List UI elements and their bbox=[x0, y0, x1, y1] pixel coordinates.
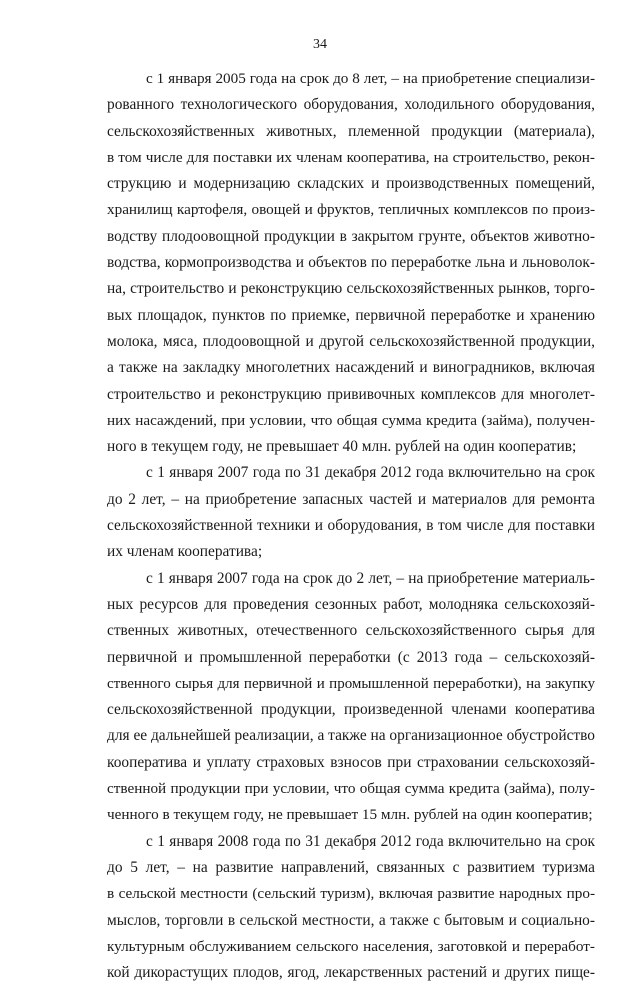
text-line: молока, мяса, плодоовощной и другой сельскохозяйственной продукции, bbox=[107, 332, 595, 350]
text-line: водства, кормопроизводства и объектов по переработке льна и льноволок- bbox=[107, 254, 595, 272]
text-line: ственного сырья для первичной и промышленной переработки), на закупку bbox=[107, 675, 595, 692]
body-text bbox=[107, 66, 595, 986]
text-line: культурным обслуживанием сельского населения, заготовкой и переработ- bbox=[107, 937, 595, 955]
text-line: с 1 января 2008 года по 31 декабря 2012 года включительно на срок bbox=[146, 832, 595, 850]
text-line: кой дикорастущих плодов, ягод, лекарственных растений и других пище- bbox=[107, 964, 595, 982]
text-line: в том числе для поставки их членам кооператива, на строительство, рекон- bbox=[107, 148, 595, 166]
text-line: с 1 января 2007 года на срок до 2 лет, – на приобретение материаль- bbox=[146, 569, 595, 587]
text-line: ченного в текущем году, не превышает 15 млн. рублей на один кооператив; bbox=[107, 806, 593, 824]
text-line: для ее дальнейшей реализации, а также на организационное обустройство bbox=[107, 727, 595, 745]
text-line: них насаждений, при условии, что общая сумма кредита (займа), получен- bbox=[107, 411, 595, 429]
text-line: строительство и реконструкцию прививочных комплексов для многолет- bbox=[107, 385, 595, 403]
text-line: водству плодоовощной продукции в закрытом грунте, объектов животно- bbox=[107, 227, 595, 245]
text-line: ственной продукции при условии, что общая сумма кредита (займа), полу- bbox=[107, 780, 595, 798]
text-line: с 1 января 2007 года по 31 декабря 2012 года включительно на срок bbox=[146, 464, 595, 482]
text-line: струкцию и модернизацию складских и производственных помещений, bbox=[107, 175, 595, 193]
text-line: с 1 января 2005 года на срок до 8 лет, – на приобретение специализи- bbox=[146, 70, 595, 87]
text-line: сельскохозяйственных животных, племенной продукции (материала), bbox=[107, 122, 595, 140]
text-line: рованного технологического оборудования, холодильного оборудования, bbox=[107, 96, 595, 114]
text-line: ных ресурсов для проведения сезонных работ, молодняка сельскохозяй- bbox=[107, 595, 595, 613]
text-line: ственных животных, отечественного сельскохозяйственного сырья для bbox=[107, 622, 595, 640]
text-line: первичной и промышленной переработки (с 2013 года – сельскохозяй- bbox=[107, 648, 595, 666]
text-line: кооператива и уплату страховых взносов при страховании сельскохозяй- bbox=[107, 753, 595, 771]
text-line: хранилищ картофеля, овощей и фруктов, тепличных комплексов по произ- bbox=[107, 201, 595, 219]
text-line: их членам кооператива; bbox=[107, 543, 263, 561]
text-line: сельскохозяйственной техники и оборудования, в том числе для поставки bbox=[107, 517, 595, 535]
text-line: а также на закладку многолетних насаждений и виноградников, включая bbox=[107, 359, 595, 377]
text-line: мыслов, торговли в сельской местности, а также с бытовым и социально- bbox=[107, 911, 595, 929]
text-line: до 5 лет, – на развитие направлений, связанных с развитием туризма bbox=[107, 858, 595, 876]
text-line: в сельской местности (сельский туризм), включая развитие народных про- bbox=[107, 885, 595, 903]
page-number: 34 bbox=[313, 37, 327, 52]
text-line: ного в текущем году, не превышает 40 млн. рублей на один кооператив; bbox=[107, 438, 577, 456]
text-line: вых площадок, пунктов по приемке, первичной переработке и хранению bbox=[107, 306, 595, 324]
text-line: до 2 лет, – на приобретение запасных частей и материалов для ремонта bbox=[107, 490, 595, 508]
text-line: на, строительство и реконструкцию сельскохозяйственных рынков, торго- bbox=[107, 280, 595, 298]
text-line: сельскохозяйственной продукции, произведенной членами кооператива bbox=[107, 701, 595, 719]
